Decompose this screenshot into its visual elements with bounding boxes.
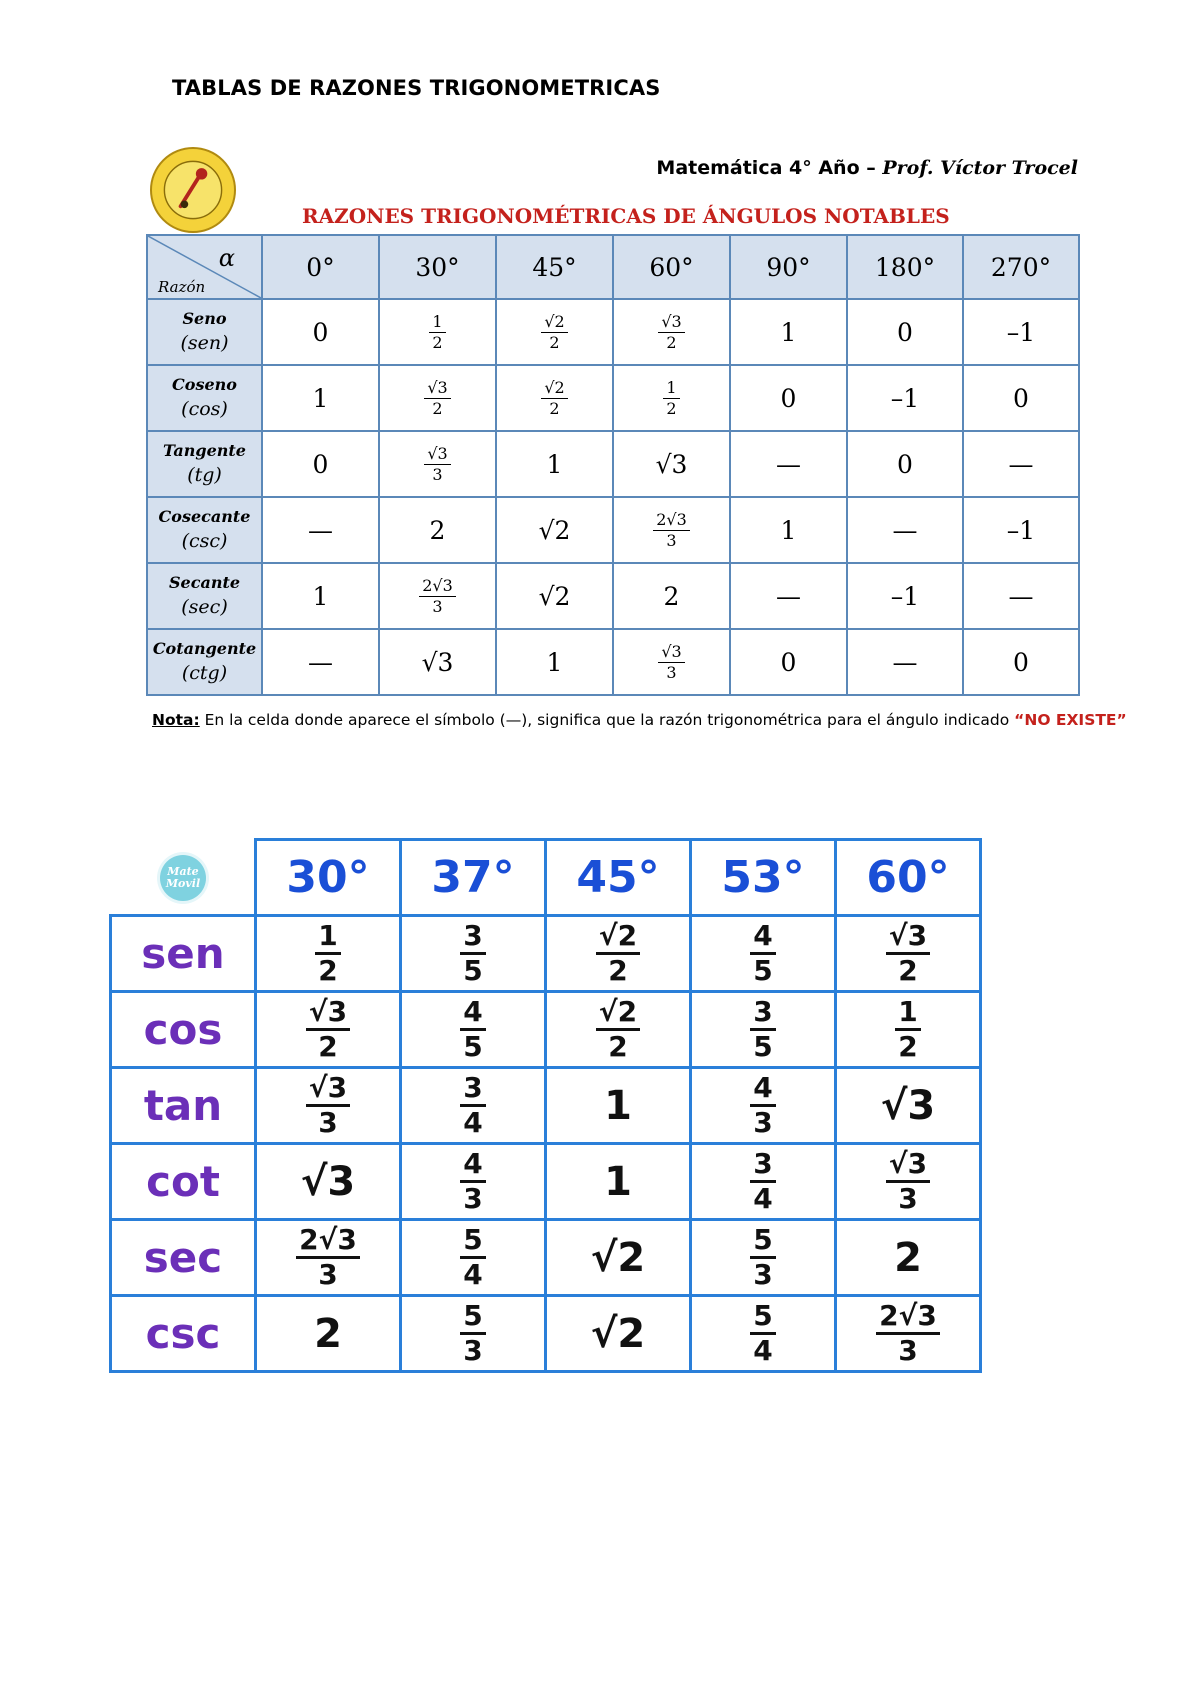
note-text: En la celda donde aparece el símbolo (—), significa que la razón trigonométrica para el ángulo indicado (199, 711, 1015, 729)
value-cell (379, 563, 496, 629)
value-cell (379, 497, 496, 563)
fraction-numerator: 2√3 (296, 1226, 360, 1259)
value-cell (379, 431, 496, 497)
ratio-name: Tangente (163, 440, 246, 460)
table1-note (152, 711, 1127, 729)
fraction-denominator: 3 (432, 596, 443, 616)
fraction-numerator: 4 (750, 922, 775, 955)
value-cell (836, 916, 981, 992)
fraction-numerator: √2 (541, 314, 567, 333)
fraction (750, 1299, 775, 1367)
value-cell (691, 992, 836, 1068)
value-text: 2 (314, 1310, 342, 1357)
value-text: √3 (655, 449, 688, 479)
fraction (663, 377, 679, 418)
value-cell (256, 1220, 401, 1296)
value-cell (546, 1296, 691, 1372)
value-cell (546, 992, 691, 1068)
angle-header-6: 270° (963, 235, 1079, 299)
table-row (111, 916, 981, 992)
fraction-denominator: 5 (753, 954, 773, 987)
value-cell (847, 629, 963, 695)
table-row (147, 629, 1079, 695)
value-cell (262, 563, 379, 629)
razon-label: Razón (158, 278, 206, 296)
value-text: √3 (300, 1158, 356, 1205)
fraction (876, 1299, 940, 1367)
fraction (460, 995, 485, 1063)
value-cell (379, 365, 496, 431)
value-cell (730, 431, 847, 497)
value-cell (963, 431, 1079, 497)
fraction (596, 995, 640, 1063)
fraction-numerator: √3 (424, 380, 450, 399)
value-cell (546, 1068, 691, 1144)
fraction-numerator: √3 (886, 922, 930, 955)
fraction-numerator: 4 (460, 998, 485, 1031)
value-text: — (892, 647, 918, 677)
value-cell (730, 629, 847, 695)
fraction (424, 377, 450, 418)
common-angles-table (109, 838, 982, 1373)
value-text: — (892, 515, 918, 545)
note-label: Nota: (152, 711, 200, 729)
fraction (541, 311, 567, 352)
fraction-numerator: √3 (658, 314, 684, 333)
fraction-denominator: 3 (666, 530, 677, 550)
document-title: TABLAS DE RAZONES TRIGONOMETRICAS (172, 76, 661, 100)
fraction (419, 575, 456, 616)
fraction-denominator: 4 (463, 1258, 483, 1291)
ratio-header (147, 365, 262, 431)
ratio-abbreviation: (sec) (181, 595, 228, 618)
table-row (111, 992, 981, 1068)
value-cell (613, 299, 730, 365)
ratio-name: Cosecante (158, 506, 251, 526)
value-cell (730, 497, 847, 563)
mate-movil-logo-icon: Mate Movil (160, 855, 206, 901)
value-cell (496, 629, 613, 695)
value-text: 1 (312, 383, 329, 413)
value-cell (546, 1144, 691, 1220)
fraction-denominator: 4 (463, 1106, 483, 1139)
value-cell (691, 1144, 836, 1220)
angle-header-2: 45° (496, 235, 613, 299)
school-logo-icon (150, 147, 236, 233)
fraction-numerator: √3 (306, 1074, 350, 1107)
value-cell (836, 1220, 981, 1296)
fraction (750, 1147, 775, 1215)
fraction (658, 641, 684, 682)
fraction-denominator: 2 (666, 398, 677, 418)
value-cell (691, 1296, 836, 1372)
fraction-numerator: √3 (658, 644, 684, 663)
function-name: csc (111, 1296, 256, 1372)
fraction (541, 377, 567, 418)
fraction-denominator: 3 (432, 464, 443, 484)
value-cell (836, 1068, 981, 1144)
fraction-denominator: 3 (318, 1258, 338, 1291)
angle-header-3: 53° (691, 840, 836, 916)
value-cell (256, 1296, 401, 1372)
fraction-denominator: 3 (898, 1182, 918, 1215)
fraction-denominator: 3 (898, 1334, 918, 1367)
fraction-denominator: 5 (753, 1030, 773, 1063)
function-name: sec (111, 1220, 256, 1296)
value-text: –1 (1006, 515, 1036, 545)
ratio-name: Coseno (172, 374, 237, 394)
angle-header-4: 90° (730, 235, 847, 299)
value-text: 0 (312, 317, 329, 347)
value-cell (847, 365, 963, 431)
fraction-denominator: 2 (549, 332, 560, 352)
fraction-numerator: 1 (895, 998, 920, 1031)
value-text: — (1008, 449, 1034, 479)
value-text: –1 (890, 383, 920, 413)
value-cell (401, 992, 546, 1068)
value-text: √2 (538, 515, 571, 545)
value-text: 2 (429, 515, 446, 545)
value-text: 2 (663, 581, 680, 611)
table-row (147, 497, 1079, 563)
ratio-name: Cotangente (152, 638, 257, 658)
fraction-denominator: 2 (432, 398, 443, 418)
table-row (147, 563, 1079, 629)
value-text: 1 (604, 1158, 632, 1205)
value-cell (613, 431, 730, 497)
professor-name: Prof. Víctor Trocel (882, 157, 1078, 179)
value-text: 1 (780, 317, 797, 347)
fraction (460, 1299, 485, 1367)
value-text: √3 (880, 1082, 936, 1129)
value-cell (262, 497, 379, 563)
table-row (147, 365, 1079, 431)
fraction-numerator: 4 (750, 1074, 775, 1107)
fraction-denominator: 2 (549, 398, 560, 418)
subject-text: Matemática 4° Año – (656, 157, 883, 179)
fraction (653, 509, 690, 550)
ratio-header (147, 629, 262, 695)
fraction-denominator: 2 (318, 1030, 338, 1063)
value-cell (963, 299, 1079, 365)
fraction (750, 995, 775, 1063)
fraction-denominator: 3 (666, 662, 677, 682)
value-cell (847, 563, 963, 629)
ratio-header (147, 299, 262, 365)
angle-header-5: 180° (847, 235, 963, 299)
fraction-denominator: 3 (753, 1106, 773, 1139)
fraction (460, 1071, 485, 1139)
value-cell (496, 563, 613, 629)
fraction-denominator: 2 (898, 1030, 918, 1063)
function-name: cot (111, 1144, 256, 1220)
value-cell (836, 992, 981, 1068)
value-cell (613, 497, 730, 563)
logo-cell (111, 840, 256, 916)
value-text: 0 (1013, 647, 1029, 677)
fraction (750, 1223, 775, 1291)
fraction-denominator: 3 (463, 1182, 483, 1215)
value-text: 2 (894, 1234, 922, 1281)
ratio-header (147, 497, 262, 563)
value-cell (730, 563, 847, 629)
fraction (460, 1147, 485, 1215)
fraction-numerator: 1 (663, 380, 679, 399)
fraction-numerator: 5 (460, 1302, 485, 1335)
angle-header-3: 60° (613, 235, 730, 299)
fraction-numerator: 4 (460, 1150, 485, 1183)
fraction-numerator: 3 (460, 1074, 485, 1107)
fraction-numerator: 1 (429, 314, 445, 333)
value-cell (496, 365, 613, 431)
angle-header-1: 37° (401, 840, 546, 916)
ratio-abbreviation: (ctg) (181, 661, 228, 684)
value-text: — (776, 449, 801, 479)
fraction (429, 311, 445, 352)
fraction-denominator: 3 (463, 1334, 483, 1367)
value-cell (691, 1220, 836, 1296)
value-text: –1 (890, 581, 920, 611)
fraction-denominator: 2 (666, 332, 677, 352)
value-cell (262, 431, 379, 497)
value-text: — (308, 515, 333, 545)
fraction (886, 1147, 930, 1215)
table-row (111, 1068, 981, 1144)
subject-header (656, 157, 1078, 179)
table-row (111, 1220, 981, 1296)
value-cell (963, 629, 1079, 695)
value-cell (836, 1296, 981, 1372)
fraction-numerator: 3 (750, 998, 775, 1031)
fraction-denominator: 3 (318, 1106, 338, 1139)
value-cell (401, 1068, 546, 1144)
value-cell (847, 497, 963, 563)
fraction-numerator: √2 (596, 998, 640, 1031)
value-text: 1 (604, 1082, 632, 1129)
fraction-denominator: 3 (753, 1258, 773, 1291)
value-text: √2 (590, 1310, 646, 1357)
table-row (111, 1144, 981, 1220)
value-cell (496, 497, 613, 563)
ratio-name: Seno (182, 308, 227, 328)
value-cell (613, 629, 730, 695)
fraction (460, 1223, 485, 1291)
value-cell (691, 1068, 836, 1144)
fraction-numerator: 3 (460, 922, 485, 955)
fraction-numerator: √3 (886, 1150, 930, 1183)
fraction-numerator: √2 (541, 380, 567, 399)
fraction-numerator: √3 (306, 998, 350, 1031)
fraction-denominator: 2 (318, 954, 338, 987)
value-cell (401, 1220, 546, 1296)
value-text: 1 (312, 581, 329, 611)
fraction-numerator: 2√3 (876, 1302, 940, 1335)
fraction-denominator: 5 (463, 1030, 483, 1063)
value-text: √3 (421, 647, 454, 677)
ratio-header (147, 431, 262, 497)
value-cell (262, 365, 379, 431)
fraction (886, 919, 930, 987)
fraction (306, 995, 350, 1063)
value-cell (379, 299, 496, 365)
fraction-denominator: 2 (432, 332, 443, 352)
ratio-abbreviation: (sen) (180, 331, 229, 354)
fraction (895, 995, 920, 1063)
value-cell (256, 992, 401, 1068)
value-cell (256, 916, 401, 992)
value-cell (730, 365, 847, 431)
ratio-name: Secante (168, 572, 241, 592)
fraction (658, 311, 684, 352)
value-cell (262, 299, 379, 365)
notable-angles-table (146, 234, 1080, 696)
fraction-numerator: 3 (750, 1150, 775, 1183)
value-text: — (308, 647, 333, 677)
value-text: 0 (312, 449, 329, 479)
value-cell (963, 563, 1079, 629)
fraction-numerator: 5 (750, 1302, 775, 1335)
fraction-numerator: 5 (460, 1226, 485, 1259)
table-row (147, 431, 1079, 497)
value-cell (496, 431, 613, 497)
corner-header-cell (147, 235, 262, 299)
fraction-numerator: 2√3 (653, 512, 690, 531)
fraction (750, 919, 775, 987)
value-cell (546, 916, 691, 992)
value-cell (691, 916, 836, 992)
value-text: 0 (897, 317, 913, 347)
value-cell (847, 431, 963, 497)
table1-section (146, 145, 1127, 737)
value-cell (613, 365, 730, 431)
angle-header-2: 45° (546, 840, 691, 916)
fraction-denominator: 2 (608, 954, 628, 987)
value-cell (847, 299, 963, 365)
value-cell (262, 629, 379, 695)
value-cell (496, 299, 613, 365)
fraction-numerator: √3 (424, 446, 450, 465)
fraction-denominator: 4 (753, 1182, 773, 1215)
function-name: cos (111, 992, 256, 1068)
fraction (315, 919, 340, 987)
value-text: — (1008, 581, 1034, 611)
fraction-denominator: 4 (753, 1334, 773, 1367)
fraction (460, 919, 485, 987)
value-text: 0 (897, 449, 913, 479)
angle-header-4: 60° (836, 840, 981, 916)
fraction (750, 1071, 775, 1139)
ratio-header (147, 563, 262, 629)
value-text: –1 (1006, 317, 1036, 347)
ratio-abbreviation: (csc) (181, 529, 228, 552)
fraction-numerator: 5 (750, 1226, 775, 1259)
value-cell (963, 365, 1079, 431)
value-text: √2 (590, 1234, 646, 1281)
value-text: 0 (780, 383, 797, 413)
value-cell (256, 1144, 401, 1220)
value-text: 1 (546, 647, 563, 677)
value-text: 1 (780, 515, 797, 545)
value-text: 0 (1013, 383, 1029, 413)
value-cell (401, 1144, 546, 1220)
fraction (424, 443, 450, 484)
fraction-denominator: 2 (608, 1030, 628, 1063)
fraction-numerator: 1 (315, 922, 340, 955)
angle-header-0: 0° (262, 235, 379, 299)
table-row (147, 299, 1079, 365)
angle-header-1: 30° (379, 235, 496, 299)
value-cell (256, 1068, 401, 1144)
value-text: — (776, 581, 801, 611)
table1-heading: RAZONES TRIGONOMÉTRICAS DE ÁNGULOS NOTABLES (302, 204, 950, 228)
value-cell (546, 1220, 691, 1296)
ratio-abbreviation: (cos) (181, 397, 228, 420)
fraction (596, 919, 640, 987)
value-cell (379, 629, 496, 695)
angle-header-0: 30° (256, 840, 401, 916)
fraction-denominator: 2 (898, 954, 918, 987)
value-cell (963, 497, 1079, 563)
fraction-denominator: 5 (463, 954, 483, 987)
table-row (111, 1296, 981, 1372)
value-text: 0 (780, 647, 797, 677)
alpha-symbol: α (218, 244, 235, 272)
value-cell (836, 1144, 981, 1220)
value-cell (730, 299, 847, 365)
fraction (296, 1223, 360, 1291)
value-text: √2 (538, 581, 571, 611)
value-cell (401, 916, 546, 992)
value-cell (401, 1296, 546, 1372)
note-emphasis: “NO EXISTE” (1014, 711, 1127, 729)
fraction (306, 1071, 350, 1139)
fraction-numerator: √2 (596, 922, 640, 955)
ratio-abbreviation: (tg) (187, 463, 222, 486)
value-text: 1 (546, 449, 563, 479)
fraction-numerator: 2√3 (419, 578, 456, 597)
value-cell (613, 563, 730, 629)
function-name: tan (111, 1068, 256, 1144)
function-name: sen (111, 916, 256, 992)
